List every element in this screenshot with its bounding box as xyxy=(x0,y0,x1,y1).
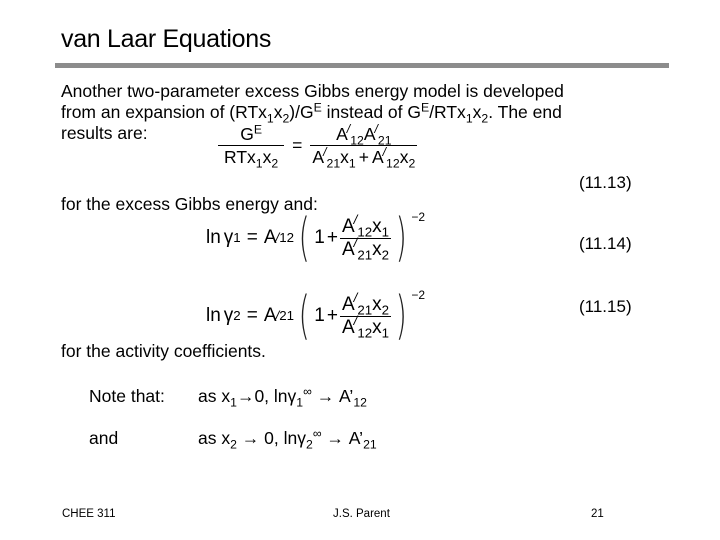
equation-11-15: ln γ 2 = A / 21 ( 1 + $\frac{A^/_{21}x_2}{A^/_{12}x_1}$ ) −2 xyxy=(206,286,426,346)
equation-number-11-13: (11.13) xyxy=(579,173,632,192)
slide-title: van Laar Equations xyxy=(61,25,272,53)
title-divider xyxy=(55,63,669,68)
eq-lhs-fraction: $\frac{G^E}{RTx_1x_2}$ xyxy=(218,124,284,167)
note-label-1: Note that: xyxy=(89,386,165,406)
left-paren: ( xyxy=(298,208,310,268)
right-paren: ) xyxy=(395,208,407,268)
note-label-2: and xyxy=(89,428,119,448)
footer-author: J.S. Parent xyxy=(333,508,390,520)
equation-11-13: $\frac{G^E}{RTx_1x_2}$ = $\frac{A^/_{12}A^/_{21}}{A^/_{21}x_1 + A^/_{12}x_2}$ xyxy=(218,124,417,167)
right-paren: ) xyxy=(395,286,407,346)
intro-line-3: results are: xyxy=(61,123,148,143)
intro-line-2: from an expansion of $(RTx_1x_2)/G^E$ instead of $G^E/RTx_1x_2$. The end xyxy=(61,100,562,126)
equation-number-11-15: (11.15) xyxy=(579,297,632,316)
footer-course: CHEE 311 xyxy=(62,508,116,520)
note-limit-2: as $x_2 \to 0$, $\ln\gamma_2^\infty \to A’_{21}$ xyxy=(198,426,377,452)
text-excess-gibbs: for the excess Gibbs energy and: xyxy=(61,194,318,214)
eq-rhs-fraction: $\frac{A^/_{12}A^/_{21}}{A^/_{21}x_1 + A^/_{12}x_2}$ xyxy=(312,122,416,171)
intro-line-1: Another two-parameter excess Gibbs energy model is developed xyxy=(61,81,564,101)
equation-number-11-14: (11.14) xyxy=(579,234,632,253)
note-limit-1: as $x_1\to 0$, $\ln\gamma_1^\infty \to A’_{12}$ xyxy=(198,384,367,410)
footer-page-number: 21 xyxy=(591,508,604,520)
eq-11-14-fraction: $\frac{A^/_{12}x_1}{A^/_{21}x_2}$ xyxy=(341,212,390,263)
left-paren: ( xyxy=(298,286,310,346)
eq-11-15-fraction: $\frac{A^/_{21}x_2}{A^/_{12}x_1}$ xyxy=(341,290,390,341)
equation-11-14: ln γ 1 = A / 12 ( 1 + $\frac{A^/_{12}x_1}{A^/_{21}x_2}$ ) −2 xyxy=(206,208,426,268)
text-activity-coefficients: for the activity coefficients. xyxy=(61,341,266,361)
